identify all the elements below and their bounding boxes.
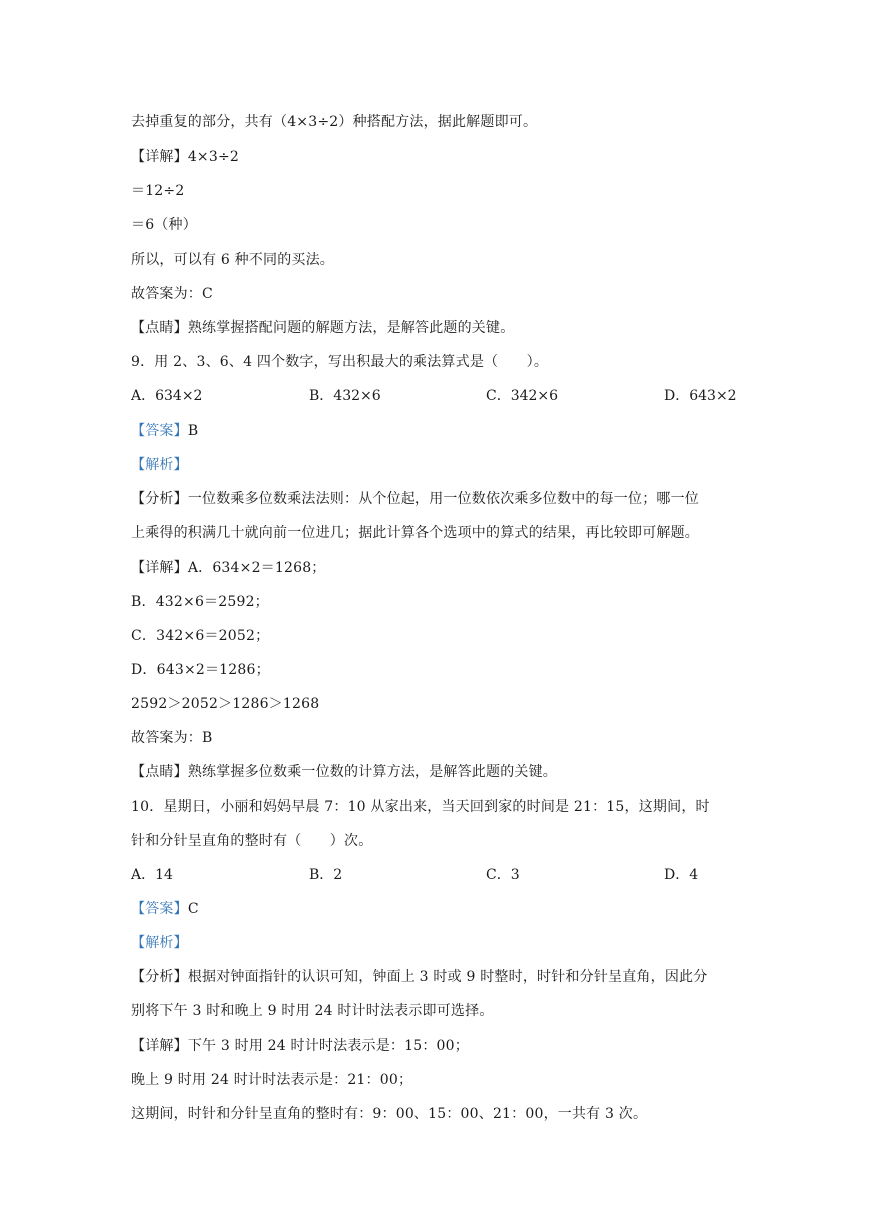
q9-analysis-line-2: 上乘得的积满几十就向前一位进几；据此计算各个选项中的算式的结果，再比较即可解题。 bbox=[131, 525, 699, 541]
detail-label: 【详解】 bbox=[131, 560, 188, 576]
q10-stem-line-2: 针和分针呈直角的整时有（ ）次。 bbox=[131, 833, 373, 849]
q9-analysis-line-1 bbox=[131, 489, 699, 509]
answer-label: 【答案】 bbox=[131, 901, 188, 917]
q10-option-a: A．14 bbox=[131, 867, 173, 883]
detail-label: 【详解】 bbox=[131, 149, 188, 165]
q9-detail-line-2: B．432×6＝2592； bbox=[131, 594, 269, 610]
q10-detail-line-2: 晚上 9 时用 24 时计时法表示是：21：00； bbox=[131, 1072, 413, 1088]
q8-detail-line-4: 所以，可以有 6 种不同的买法。 bbox=[131, 252, 335, 268]
detail-text: 下午 3 时用 24 时计时法表示是：15：00； bbox=[187, 1038, 469, 1054]
q9-detail-line-5: 2592＞2052＞1286＞1268 bbox=[131, 696, 320, 712]
q9-option-b: B．432×6 bbox=[309, 388, 381, 404]
q9-option-c: C．342×6 bbox=[486, 388, 559, 404]
q9-point-line bbox=[131, 762, 557, 782]
q10-detail-line-3: 这期间，时针和分针呈直角的整时有：9：00、15：00、21：00，一共有 3 次。 bbox=[131, 1106, 648, 1122]
q10-analysis-heading: 【解析】 bbox=[131, 935, 188, 951]
point-text: 熟练掌握多位数乘一位数的计算方法，是解答此题的关键。 bbox=[187, 764, 558, 780]
q9-detail-line-4: D．643×2＝1286； bbox=[131, 662, 270, 678]
point-label: 【点睛】 bbox=[131, 320, 188, 336]
q8-answer-line: 故答案为：C bbox=[131, 286, 213, 302]
detail-text: 4×3÷2 bbox=[187, 149, 239, 165]
q10-answer bbox=[131, 899, 199, 919]
q8-detail-line-1 bbox=[131, 147, 239, 167]
answer-value: B bbox=[187, 423, 199, 439]
point-label: 【点睛】 bbox=[131, 764, 188, 780]
q8-detail-line-2: ＝12÷2 bbox=[131, 183, 185, 199]
q9-answer bbox=[131, 421, 198, 441]
q10-option-c: C．3 bbox=[486, 867, 520, 883]
q10-analysis-line-1 bbox=[131, 967, 707, 987]
q9-option-a: A．634×2 bbox=[131, 388, 203, 404]
q9-detail-line-3: C．342×6＝2052； bbox=[131, 628, 270, 644]
answer-value: C bbox=[187, 901, 199, 917]
q9-answer-line: 故答案为：B bbox=[131, 730, 213, 746]
q10-analysis-line-2: 别将下午 3 时和晚上 9 时用 24 时计时法表示即可选择。 bbox=[131, 1003, 494, 1019]
q8-point-line bbox=[131, 318, 514, 338]
q9-detail-line-1 bbox=[131, 558, 326, 578]
q8-detail-line-3: ＝6（种） bbox=[131, 217, 197, 233]
q9-analysis-heading: 【解析】 bbox=[131, 457, 188, 473]
q9-stem: 9．用 2、3、6、4 四个数字，写出积最大的乘法算式是（ ）。 bbox=[131, 354, 549, 370]
analysis-text: 根据对钟面指针的认识可知，钟面上 3 时或 9 时整时，时针和分针呈直角，因此分 bbox=[187, 969, 708, 985]
q9-option-d: D．643×2 bbox=[664, 388, 737, 404]
q10-detail-line-1 bbox=[131, 1036, 469, 1056]
analysis-label: 【分析】 bbox=[131, 969, 188, 985]
q8-intro: 去掉重复的部分，共有（4×3÷2）种搭配方法，据此解题即可。 bbox=[131, 114, 538, 130]
detail-text: A．634×2＝1268； bbox=[187, 560, 326, 576]
q10-option-d: D．4 bbox=[664, 867, 699, 883]
point-text: 熟练掌握搭配问题的解题方法，是解答此题的关键。 bbox=[187, 320, 515, 336]
q10-option-b: B．2 bbox=[309, 867, 343, 883]
q10-stem-line-1: 10．星期日，小丽和妈妈早晨 7：10 从家出来，当天回到家的时间是 21：15，这期间，时 bbox=[131, 799, 710, 815]
analysis-text: 一位数乘多位数乘法法则：从个位起，用一位数依次乘多位数中的每一位；哪一位 bbox=[187, 491, 700, 507]
analysis-label: 【分析】 bbox=[131, 491, 188, 507]
detail-label: 【详解】 bbox=[131, 1038, 188, 1054]
answer-label: 【答案】 bbox=[131, 423, 188, 439]
